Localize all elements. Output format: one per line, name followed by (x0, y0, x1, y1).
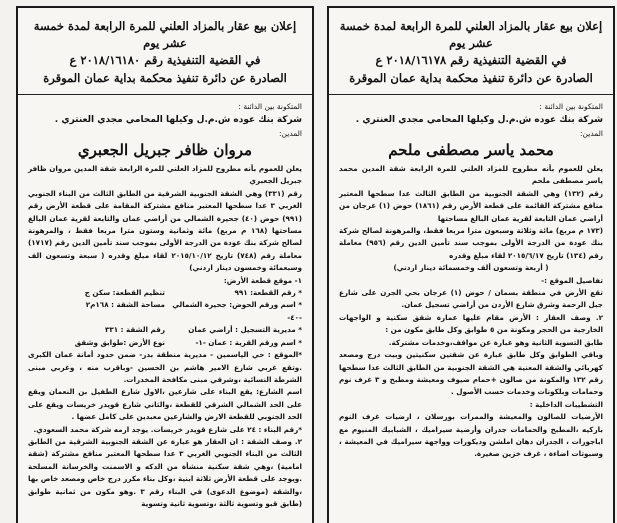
detail-cell: * اسم ورقم القرية : عمان -١- (195, 337, 302, 347)
notice-header (339, 18, 603, 87)
detail-row (28, 324, 302, 336)
body-paragraph: رقم (٣٣١) وهي الشقة الجنوبية الشرقية من الطابق الثالث من البناء الجنوبي الغربي ٣ عدا سطحها المعتبر منافع مشتركة المقامة على قطعة الأرض رقم (٩٩١) حوض (٤٠) جحيرة الشمالي من أراضي عمان والتابعة لقرية عمان البالغ مساحتها (١٦٨ م مربع) مائة وثمانية وستون مترا مربعا فقط ، والمرهونة لصالح شركة بنك عودة من الدرجة الأولى بموجب سند تأمين الدين رقم (١٧١٧) معاملة رقم (٧٤٨) تاريخ ٢٠١٥/١٠/١٢ لقاء مبلغ وقدره ( سبعة وتسعون الف وسبعمائة وخمسون دينار اردني) (28, 188, 303, 273)
body-paragraph: تقع الأرض في منطقة بسمان / حوض (١) عرجان بحي الجرن على شارع جبل الرحمة وشرق شارع الأردن من أراضي تسجيل عمان. (339, 288, 603, 310)
divider (329, 94, 613, 95)
body-paragraph: ١- موقع قطعة الأرض: (223, 275, 302, 285)
body-paragraph: ٢. وصف الشقة : ان العقار هو عبارة عن الشقة الجنوبية الشرقية من الطابق الثالث من البناء الجنوبي الغربي ٣ عدا سطحها المعتبر منافع مشتركة (شقة امامية) ،وهي شقة سكنية منشأة من الدكه و الاسمنت والخرسانة المسلحة .ويوجد على قطعة الأرض ثلاثة ابنية ،وكل بناء مكرر درج خاص ومصعد خاص بها ،والشقة (موضوع الدعوى) في البناء رقم ٣ .وهو مكون من ثمانية طوابق (طابق قبو وتسوية ثالثة ،وتسوية ثانية وتسوية (28, 436, 302, 508)
body-paragraph: (١٧٣ م مربع) مائة وثلاثة وسبعون مترا مربعا فقط، والمرهونة لصالح شركة بنك عودة من الدرجة الأولى بموجب سند تأمين الدين رقم (٩٥٦) معاملة رقم (١٣٤) تاريخ ٢٠١٥/٦/١٧ لقاء مبلغ وقدره (339, 226, 603, 260)
body-paragraph: اسم الشارع: يقع البناء على شارعين ،الاول شارع الطفيل بن النعمان ويقع على الحد الشمالي الشرقي للقطعة ،والثاني شارع قويدر خريسات ويقع على الحد الجنوبي للقطعة الارض والشارعين معبدين على كامل عضها . (28, 387, 302, 422)
notice-header (28, 18, 302, 87)
notice-body (28, 163, 302, 510)
case-number: في القضية التنفيذية رقم ٢٠١٨/١٦١٨٠ ع (69, 53, 261, 67)
body-paragraph: يعلن للعموم بأنه مطروح للمزاد العلني للمرة الرابعة شقة المدين محمد ياسر مصطفى ملحم (339, 164, 603, 186)
body-paragraph: يعلن للعموم بأنه مطروح للمزاد العلني للمرة الرابعة شقة المدين مروان ظافر جبريل الجعبري (28, 164, 302, 186)
body-paragraph: وباقي الطوابق وكل طابق عبارة عن شقتين سكنيتين وبيت درج ومصعد كهربائي والشقة المعنية هي الشقة الجنوبية من الطابق الثالث عدا سطحها رقم ١٣٢ والمكونة من صالون +حمام ضيوف ومعيشة ومطبخ و ٣ غرف نوم وحمامات وبلكونات وخدمات حسب الأصول . (339, 350, 603, 397)
debtor-label: المدين: (580, 129, 603, 138)
detail-row (28, 299, 302, 324)
creditor-name: شركة بنك عوده ش.م.ل وكيلها المحامي مجدي العنتري . (355, 115, 603, 125)
detail-cell: * رقم القطعة: ٩٩١ (234, 288, 302, 298)
detail-cell: * مديرية التسجيل : أراضي عمان (188, 325, 302, 335)
detail-row (28, 337, 302, 349)
debtor-label: المدين: (279, 129, 302, 138)
debtor-name: مروان ظافر جبريل الجعبري (77, 141, 253, 159)
body-paragraph: ( أربعة وتسعون ألف وخمسمائة دينار اردني) (393, 263, 549, 273)
creditor-label: المتكونة بين الدائنة : (539, 102, 603, 111)
detail-cell: نوع الأرض :طوابق وشقق (74, 337, 165, 347)
creditor-label: المتكونة بين الدائنة : (238, 102, 302, 111)
creditor-name: شركة بنك عوده ش.م.ل وكيلها المحامي مجدي العنتري . (54, 115, 302, 125)
auction-notice-left (16, 6, 314, 523)
notice-title: إعلان بيع عقار بالمزاد العلني للمرة الرابعة لمدة خمسة عشر يوم (339, 19, 603, 50)
body-paragraph: رقم (١٣٢) وهي الشقة الجنوبية من الطابق الثالث عدا سطحها المعتبر منافع مشتركة القائمة على قطعة الأرض رقم (١٨٦١) حوض (١) عرجان من أراضي عمان التابعة لقرية عمان البالغ مساحتها (339, 188, 603, 223)
notice-title: إعلان بيع عقار بالمزاد العلني للمرة الرابعة لمدة خمسة عشر يوم (33, 19, 297, 50)
case-number: في القضية التنفيذية رقم ٢٠١٨/١٦١٧٨ ع (375, 53, 567, 67)
body-paragraph: *رقم البناء : ٢٤ على شارع قويدر خريسات. يوجد ارمه شركة محمد السعودي. (33, 424, 302, 434)
detail-cell: مساحة الشقة : ١٦٨م٢ (85, 300, 165, 310)
detail-cell: تنظيم القطعة: سكن ج (84, 288, 165, 298)
detail-cell: * اسم ورقم الحوض: جحيرة الشمالي -٤٠- (172, 300, 302, 322)
divider (18, 94, 312, 95)
body-paragraph: الأرضيات للصالون والمعيشة والممرات بورسلان ، ارضيات غرف النوم باركيه ،المطبخ والحمامات جدران وأرضية سيراميك ، الشبابيك المنيوم مع اباجورات ، الجدران دهان املشن وديكورات وواجهة سيراميك في المعيشة ، وسبوتات اضاءة ، غرف خزين صغيرة. (339, 412, 603, 459)
detail-row (28, 287, 302, 299)
detail-cell: رقم الشقة : ٣٣١ (104, 325, 165, 335)
court-name: الصادرة عن دائرة تنفيذ محكمة بداية عمان الموقرة (43, 71, 287, 85)
auction-notice-right (327, 6, 615, 523)
body-paragraph: *الموقع : حي الياسمين - مديرية منطقة بدر- ضمن حدود أمانة عمان الكبرى .وتقع غربي شارع الامير هاشم بن الحسين -وباقرب منه ، وغربي مبنى الشرطة النسائية ،وشرقي مبنى مكافحة المخدرات. (28, 350, 302, 384)
court-name: الصادرة عن دائرة تنفيذ محكمة بداية عمان الموقرة (349, 71, 593, 85)
body-paragraph: التشطيبات الداخلية : (529, 399, 603, 409)
body-paragraph: ٢. وصف العقار : الأرض مقام عليها عمارة شقق سكنية و الواجهات الخارجية من الحجر ومكونة من ٥ طوابق وكل طابق مكون من : (339, 312, 603, 335)
debtor-name: محمد ياسر مصطفى ملحم (388, 141, 554, 159)
body-paragraph: تفاصيل الموقع :- (541, 275, 603, 285)
notice-body (339, 163, 603, 461)
body-paragraph: طابق التسوية الثانية وهو عبارة عن مواقف،وخدمات مشتركة. (388, 337, 603, 347)
